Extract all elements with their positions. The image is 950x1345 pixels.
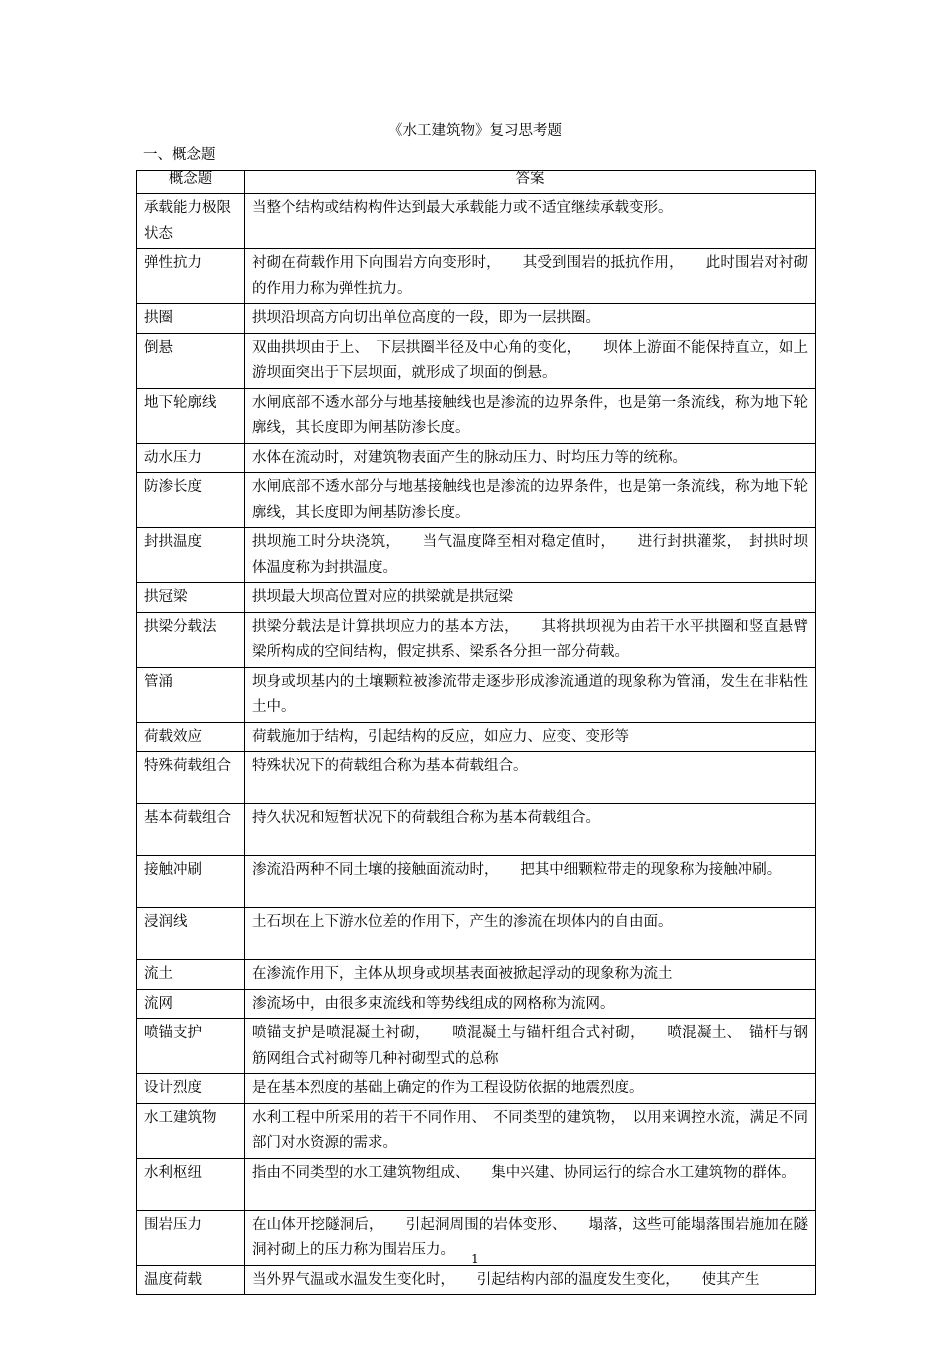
definition-cell: 水利工程中所采用的若干不同作用、 不同类型的建筑物， 以用来调控水流，满足不同部门对水资源的需求。: [245, 1103, 816, 1158]
term-cell: 设计烈度: [137, 1074, 245, 1104]
table-row: [137, 1265, 816, 1295]
table-row: [137, 908, 816, 960]
definition-cell: 水体在流动时，对建筑物表面产生的脉动压力、时均压力等的统称。: [245, 443, 816, 473]
definition-cell: 拱坝沿坝高方向切出单位高度的一段，即为一层拱圈。: [245, 304, 816, 334]
term-cell: 围岩压力: [137, 1210, 245, 1265]
definition-cell: 衬砌在荷载作用下向围岩方向变形时， 其受到围岩的抵抗作用， 此时围岩对衬砌的作用力称为弹性抗力。: [245, 249, 816, 304]
term-cell: 防渗长度: [137, 473, 245, 528]
term-cell: 拱梁分载法: [137, 612, 245, 667]
term-cell: 水利枢纽: [137, 1158, 245, 1210]
definition-cell: 土石坝在上下游水位差的作用下，产生的渗流在坝体内的自由面。: [245, 908, 816, 960]
definition-cell: 指由不同类型的水工建筑物组成、 集中兴建、协同运行的综合水工建筑物的群体。: [245, 1158, 816, 1210]
term-cell: 地下轮廓线: [137, 388, 245, 443]
term-cell: 管涌: [137, 667, 245, 722]
table-row: [137, 249, 816, 304]
definition-cell: 水闸底部不透水部分与地基接触线也是渗流的边界条件，也是第一条流线，称为地下轮廓线，其长度即为闸基防渗长度。: [245, 388, 816, 443]
term-cell: 温度荷载: [137, 1265, 245, 1295]
section-heading: 一、概念题: [143, 147, 216, 163]
table-row: [137, 722, 816, 752]
term-cell: 喷锚支护: [137, 1019, 245, 1074]
definition-cell: 特殊状况下的荷载组合称为基本荷载组合。: [245, 752, 816, 804]
term-cell: 特殊荷载组合: [137, 752, 245, 804]
definition-cell: 荷载施加于结构，引起结构的反应，如应力、应变、变形等: [245, 722, 816, 752]
table-row: [137, 1019, 816, 1074]
term-cell: 拱圈: [137, 304, 245, 334]
table-row: [137, 473, 816, 528]
table-row: [137, 752, 816, 804]
definition-cell: 当整个结构或结构构件达到最大承载能力或不适宜继续承载变形。: [245, 194, 816, 249]
definition-cell: 是在基本烈度的基础上确定的作为工程设防依据的地震烈度。: [245, 1074, 816, 1104]
definition-cell: 拱坝最大坝高位置对应的拱梁就是拱冠梁: [245, 583, 816, 613]
header-term: 概念题: [137, 171, 245, 194]
table-header-row: [137, 171, 816, 194]
term-cell: 倒悬: [137, 333, 245, 388]
table-row: [137, 960, 816, 990]
table-row: [137, 443, 816, 473]
term-cell: 弹性抗力: [137, 249, 245, 304]
term-cell: 浸润线: [137, 908, 245, 960]
table-row: [137, 304, 816, 334]
definition-cell: 在山体开挖隧洞后， 引起洞周围的岩体变形、 塌落，这些可能塌落围岩施加在隧洞衬砌上的压力称为围岩压力。: [245, 1210, 816, 1265]
term-cell: 接触冲刷: [137, 856, 245, 908]
term-cell: 拱冠梁: [137, 583, 245, 613]
table-row: [137, 989, 816, 1019]
definition-cell: 拱梁分载法是计算拱坝应力的基本方法， 其将拱坝视为由若干水平拱圈和竖直悬臂梁所构成的空间结构，假定拱系、梁系各分担一部分荷载。: [245, 612, 816, 667]
table-row: [137, 804, 816, 856]
definition-cell: 在渗流作用下，主体从坝身或坝基表面被掀起浮动的现象称为流土: [245, 960, 816, 990]
table-row: [137, 1158, 816, 1210]
table-row: [137, 667, 816, 722]
term-cell: 封拱温度: [137, 528, 245, 583]
document-title: 《水工建筑物》复习思考题: [388, 123, 562, 139]
page-number: 1: [471, 1252, 479, 1266]
table-row: [137, 194, 816, 249]
term-cell: 流网: [137, 989, 245, 1019]
table-row: [137, 612, 816, 667]
term-cell: 承载能力极限状态: [137, 194, 245, 249]
definition-cell: 渗流沿两种不同土壤的接触面流动时， 把其中细颗粒带走的现象称为接触冲刷。: [245, 856, 816, 908]
term-cell: 荷载效应: [137, 722, 245, 752]
term-cell: 流土: [137, 960, 245, 990]
definition-cell: 拱坝施工时分块浇筑， 当气温度降至相对稳定值时， 进行封拱灌浆， 封拱时坝体温度称为封拱温度。: [245, 528, 816, 583]
table-row: [137, 333, 816, 388]
glossary-table: [136, 170, 816, 1295]
term-cell: 水工建筑物: [137, 1103, 245, 1158]
definition-cell: 坝身或坝基内的土壤颗粒被渗流带走逐步形成渗流通道的现象称为管涌，发生在非粘性土中。: [245, 667, 816, 722]
definition-cell: 水闸底部不透水部分与地基接触线也是渗流的边界条件，也是第一条流线，称为地下轮廓线，其长度即为闸基防渗长度。: [245, 473, 816, 528]
definition-cell: 喷锚支护是喷混凝土衬砌， 喷混凝土与锚杆组合式衬砌， 喷混凝土、 锚杆与钢筋网组合式衬砌等几种衬砌型式的总称: [245, 1019, 816, 1074]
definition-cell: 双曲拱坝由于上、 下层拱圈半径及中心角的变化， 坝体上游面不能保持直立，如上游坝面突出于下层坝面，就形成了坝面的倒悬。: [245, 333, 816, 388]
term-cell: 基本荷载组合: [137, 804, 245, 856]
table-row: [137, 1074, 816, 1104]
definition-cell: 当外界气温或水温发生变化时， 引起结构内部的温度发生变化， 使其产生: [245, 1265, 816, 1295]
table-row: [137, 388, 816, 443]
table-row: [137, 583, 816, 613]
table-row: [137, 856, 816, 908]
header-answer: 答案: [245, 171, 816, 194]
table-row: [137, 1103, 816, 1158]
table-row: [137, 528, 816, 583]
term-cell: 动水压力: [137, 443, 245, 473]
definition-cell: 持久状况和短暂状况下的荷载组合称为基本荷载组合。: [245, 804, 816, 856]
definition-cell: 渗流场中，由很多束流线和等势线组成的网格称为流网。: [245, 989, 816, 1019]
